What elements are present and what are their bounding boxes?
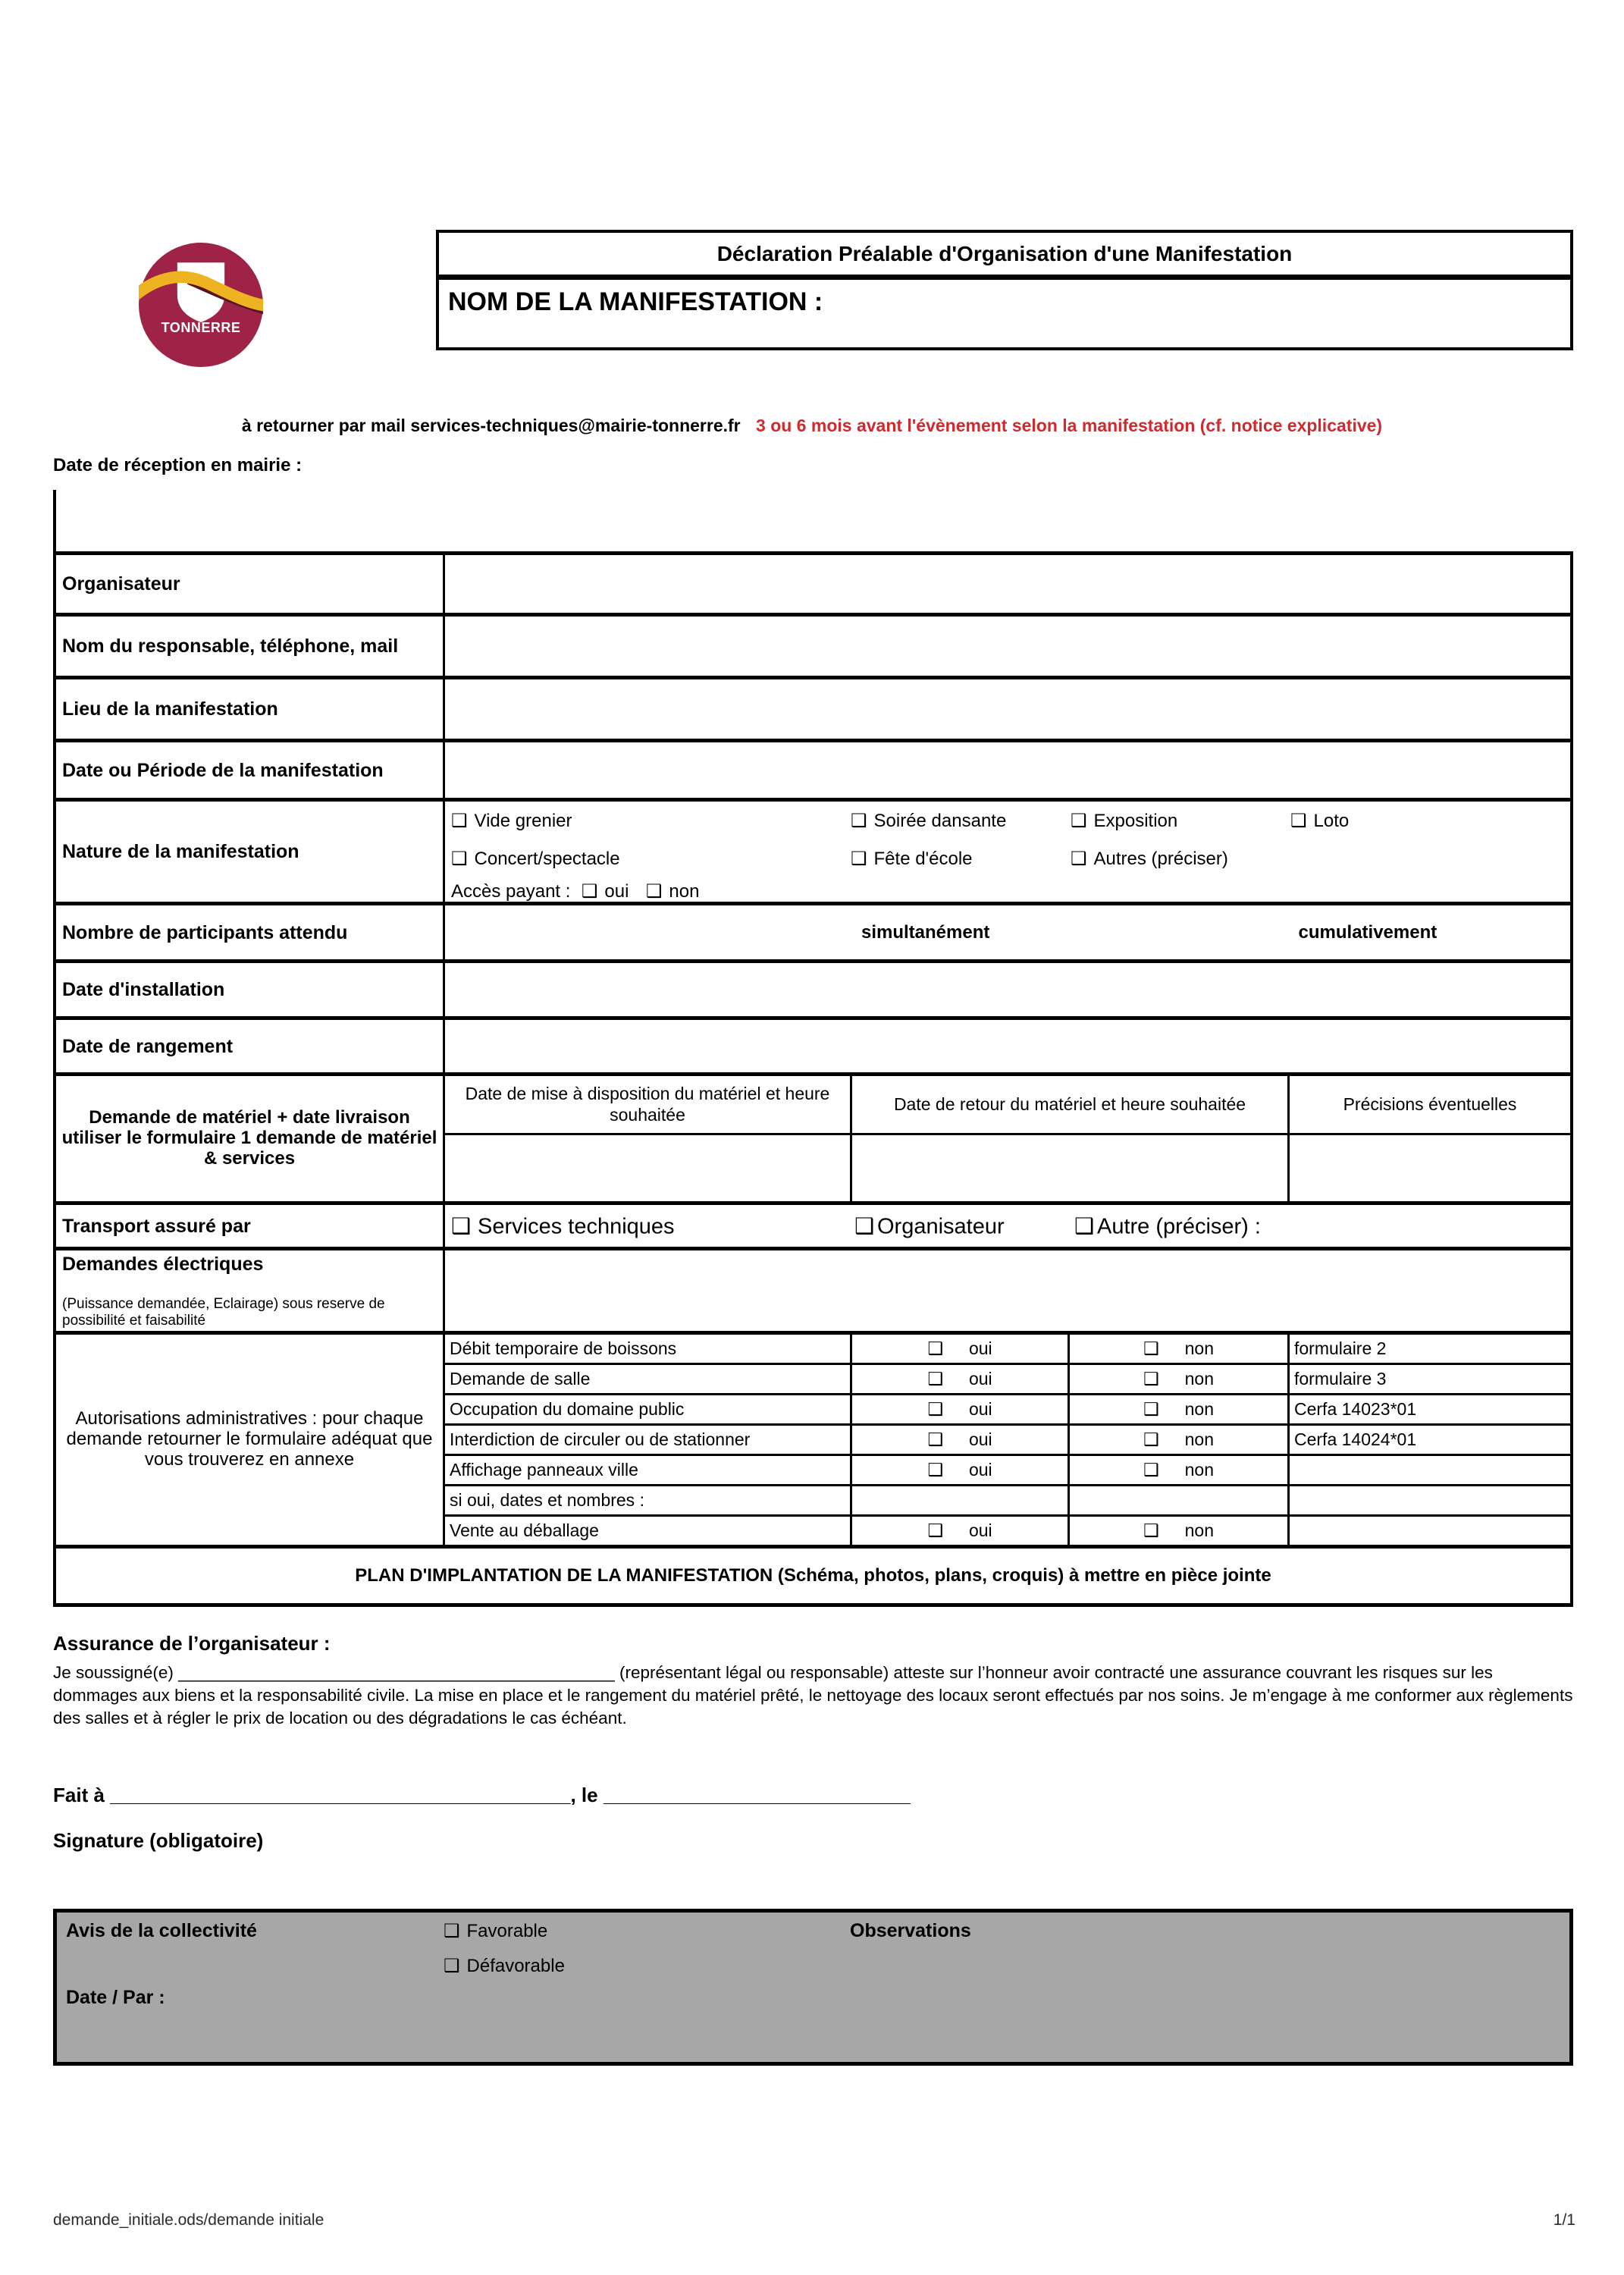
checkbox-icon[interactable]: ❑ [927, 1338, 943, 1358]
date-par-label: Date / Par : [66, 1987, 165, 2008]
checkbox-icon[interactable]: ❑ [1074, 1214, 1094, 1238]
checkbox-icon[interactable]: ❑ [645, 881, 663, 902]
autorisation-item-label: Interdiction de circuler ou de stationner [445, 1426, 852, 1454]
checkbox-icon[interactable]: ❑ [444, 1956, 460, 1976]
form-reference [1290, 1456, 1570, 1484]
return-mail-text: à retourner par mail services-techniques@mairie-tonnerre.fr [241, 416, 741, 435]
form-reference: formulaire 2 [1294, 1338, 1387, 1358]
electrique-title: Demandes électriques [62, 1254, 264, 1275]
tonnerre-city-logo [139, 243, 263, 367]
signature-label: Signature (obligatoire) [53, 1829, 264, 1852]
si-oui-input-cell[interactable] [852, 1486, 1070, 1514]
checkbox-icon[interactable]: ❑ [927, 1429, 943, 1449]
responsable-input-cell[interactable] [445, 617, 1570, 676]
rangement-input-cell[interactable] [445, 1020, 1570, 1072]
checkbox-icon[interactable]: ❑ [927, 1399, 943, 1419]
checkbox-icon[interactable]: ❑ [451, 811, 468, 831]
row-label-responsable: Nom du responsable, téléphone, mail [56, 617, 445, 676]
si-oui-input-cell[interactable] [1070, 1486, 1290, 1514]
form-reference: Cerfa 14023*01 [1294, 1399, 1417, 1419]
plan-implantation-row [56, 1549, 1570, 1603]
checkbox-icon[interactable]: ❑ [1143, 1429, 1159, 1449]
row-label-nature: Nature de la manifestation [56, 802, 445, 902]
cumulativement-label: cumulativement [1298, 921, 1437, 943]
oui-cell: ❑ oui [852, 1395, 1070, 1423]
table-row [56, 963, 1570, 1020]
autorisation-item-label: Occupation du domaine public [445, 1395, 852, 1423]
city-blank[interactable]: __________________________________________ [110, 1784, 571, 1806]
assurance-paragraph: Je soussigné(e) ______________________________________________ (représentant légal ou responsable) atteste sur l’honneur avoir contracté une assurance couvrant les risques sur les dommages aux biens et la responsabilité civile. La mise en place et le rangement du matériel prêté, le nettoyage des locaux seront effectués par nos soins. Je m’engage à me conformer aux règlements des salles et à régler le prix de location ou des dégradations le cas échéant. [53, 1663, 1573, 1727]
table-row [56, 1076, 1570, 1205]
periode-input-cell[interactable] [445, 742, 1570, 798]
avis-collectivite-box [53, 1909, 1573, 2066]
manifestation-name-label: NOM DE LA MANIFESTATION : [448, 287, 823, 316]
autorisation-row-affichage [445, 1456, 1570, 1486]
form-reference: formulaire 3 [1294, 1369, 1387, 1389]
checkbox-icon[interactable]: ❑ [927, 1520, 943, 1540]
oui-cell: ❑ oui [852, 1426, 1070, 1454]
autorisation-item-label: Affichage panneaux ville [445, 1456, 852, 1484]
reception-date-cell[interactable] [53, 490, 76, 551]
form-reference: Cerfa 14024*01 [1294, 1429, 1417, 1449]
row-label-rangement: Date de rangement [56, 1020, 445, 1072]
acces-payant-line [451, 880, 1576, 902]
oui-cell: ❑ oui [852, 1365, 1070, 1393]
non-cell: ❑ non [1070, 1456, 1290, 1484]
transport-options-cell [445, 1205, 1570, 1247]
option-vide-grenier: ❑ Vide grenier [451, 811, 572, 831]
assurance-section [53, 1632, 1575, 1730]
option-organisateur: ❑ Organisateur [854, 1214, 1005, 1238]
materiel-input-row [445, 1135, 1570, 1201]
checkbox-icon[interactable]: ❑ [1071, 811, 1087, 831]
non-cell: ❑ non [1070, 1395, 1290, 1423]
acces-non-option: ❑ non [645, 881, 700, 902]
option-services-techniques: ❑ Services techniques [451, 1214, 675, 1238]
non-cell: ❑ non [1070, 1517, 1290, 1545]
option-exposition: ❑ Exposition [1071, 811, 1178, 831]
autorisation-row-salle [445, 1365, 1570, 1395]
row-label-lieu: Lieu de la manifestation [56, 679, 445, 739]
materiel-col1-input-cell[interactable] [445, 1135, 852, 1201]
autorisation-item-label: Vente au déballage [445, 1517, 852, 1545]
non-cell: ❑ non [1070, 1426, 1290, 1454]
avis-label: Avis de la collectivité [66, 1920, 257, 1941]
row-label-participants: Nombre de participants attendu [56, 905, 445, 959]
option-autre-preciser: ❑ Autre (préciser) : [1074, 1214, 1261, 1238]
oui-cell: ❑ oui [852, 1517, 1070, 1545]
autorisation-row-deballage [445, 1517, 1570, 1545]
simultanement-label: simultanément [861, 921, 990, 943]
row-label-materiel: Demande de matériel + date livraison utiliser le formulaire 1 demande de matériel & services [56, 1076, 445, 1201]
option-soiree-dansante: ❑ Soirée dansante [851, 811, 1007, 831]
electrique-input-cell[interactable] [445, 1250, 1570, 1331]
option-concert-spectacle: ❑ Concert/spectacle [451, 849, 620, 869]
title-box [436, 230, 1573, 350]
footer-page-number: 1/1 [1553, 2211, 1575, 2229]
checkbox-icon[interactable]: ❑ [851, 849, 867, 869]
checkbox-icon[interactable]: ❑ [1143, 1338, 1159, 1358]
table-row [56, 1250, 1570, 1335]
materiel-col3-input-cell[interactable] [1290, 1135, 1570, 1201]
checkbox-icon[interactable]: ❑ [851, 811, 867, 831]
nature-options-cell [445, 802, 1570, 902]
plan-implantation-text: PLAN D'IMPLANTATION DE LA MANIFESTATION (Schéma, photos, plans, croquis) à mettre en pièce jointe [355, 1565, 1271, 1586]
checkbox-icon[interactable]: ❑ [581, 881, 598, 902]
manifestation-name-field[interactable] [436, 280, 1573, 350]
logo-text: TONNERRE [161, 320, 241, 336]
lieu-input-cell[interactable] [445, 679, 1570, 739]
assurance-title: Assurance de l’organisateur : [53, 1632, 331, 1655]
checkbox-icon[interactable]: ❑ [927, 1460, 943, 1480]
date-blank[interactable]: ____________________________ [603, 1784, 911, 1806]
row-label-transport: Transport assuré par [56, 1205, 445, 1247]
row-label-installation: Date d'installation [56, 963, 445, 1016]
checkbox-icon[interactable]: ❑ [1143, 1520, 1159, 1540]
non-cell: ❑ non [1070, 1365, 1290, 1393]
footer-filename: demande_initiale.ods/demande initiale [53, 2211, 324, 2229]
electrique-note: (Puissance demandée, Eclairage) sous reserve de possibilité et faisabilité [62, 1296, 385, 1329]
form-reference [1290, 1517, 1570, 1545]
materiel-col2-header: Date de retour du matériel et heure souhaitée [852, 1076, 1290, 1133]
main-form-table [53, 551, 1573, 1607]
table-row [56, 555, 1570, 617]
si-oui-input-cell[interactable] [1290, 1486, 1570, 1514]
page-footer [53, 2211, 1575, 2230]
checkbox-icon[interactable]: ❑ [1143, 1399, 1159, 1419]
acces-oui-option: ❑ oui [581, 881, 629, 902]
row-label-organisateur: Organisateur [56, 555, 445, 613]
materiel-header-row [445, 1076, 1570, 1135]
materiel-subtable [445, 1076, 1570, 1201]
favorable-option: ❑ Favorable [444, 1921, 548, 1941]
autorisation-item-label: Débit temporaire de boissons [445, 1335, 852, 1363]
acces-payant-label: Accès payant : [451, 881, 571, 902]
autorisation-row-boissons [445, 1335, 1570, 1365]
checkbox-icon[interactable]: ❑ [451, 1214, 471, 1238]
non-cell: ❑ non [1070, 1335, 1290, 1363]
checkbox-icon[interactable]: ❑ [927, 1369, 943, 1389]
checkbox-icon[interactable]: ❑ [1071, 849, 1087, 869]
option-loto: ❑ Loto [1290, 811, 1350, 831]
table-row [56, 742, 1570, 802]
table-row [56, 617, 1570, 679]
checkbox-icon[interactable]: ❑ [854, 1214, 874, 1238]
assurance-name-blank[interactable]: ______________________________________________ [178, 1663, 615, 1682]
materiel-col1-header: Date de mise à disposition du matériel et heure souhaitée [445, 1076, 852, 1133]
checkbox-icon[interactable]: ❑ [444, 1921, 460, 1941]
reception-date-label: Date de réception en mairie : [53, 455, 303, 475]
autorisation-item-label: si oui, dates et nombres : [445, 1486, 852, 1514]
checkbox-icon[interactable]: ❑ [1290, 811, 1307, 831]
autorisation-row-circulation [445, 1426, 1570, 1456]
row-label-autorisations: Autorisations administratives : pour chaque demande retourner le formulaire adéquat que vous trouverez en annexe [56, 1335, 445, 1545]
option-fete-ecole: ❑ Fête d'école [851, 849, 973, 869]
fait-a-line: Fait à __________________________________________, le ____________________________ [53, 1784, 911, 1806]
option-autres: ❑ Autres (préciser) [1071, 849, 1228, 869]
oui-cell: ❑ oui [852, 1335, 1070, 1363]
checkbox-icon[interactable]: ❑ [451, 849, 468, 869]
checkbox-icon[interactable]: ❑ [1143, 1369, 1159, 1389]
organisateur-input-cell[interactable] [445, 555, 1570, 613]
autorisation-item-label: Demande de salle [445, 1365, 852, 1393]
materiel-col2-input-cell[interactable] [852, 1135, 1290, 1201]
table-row [56, 905, 1570, 963]
defavorable-option: ❑ Défavorable [444, 1956, 565, 1976]
table-row [56, 802, 1570, 905]
installation-input-cell[interactable] [445, 963, 1570, 1016]
form-title: Déclaration Préalable d'Organisation d'une Manifestation [436, 230, 1573, 280]
materiel-col3-header: Précisions éventuelles [1343, 1094, 1517, 1114]
autorisation-row-si-oui [445, 1486, 1570, 1517]
row-label-periode: Date ou Période de la manifestation [56, 742, 445, 798]
deadline-warning-text: 3 ou 6 mois avant l'évènement selon la manifestation (cf. notice explicative) [756, 416, 1383, 435]
autorisations-subtable [445, 1335, 1570, 1545]
table-row [56, 1020, 1570, 1076]
participants-input-cell[interactable] [445, 905, 1570, 959]
row-label-electrique [56, 1250, 445, 1331]
observations-label: Observations [850, 1920, 971, 1941]
oui-cell: ❑ oui [852, 1456, 1070, 1484]
table-row [56, 1335, 1570, 1549]
checkbox-icon[interactable]: ❑ [1143, 1460, 1159, 1480]
table-row [56, 679, 1570, 742]
autorisation-row-domaine-public [445, 1395, 1570, 1426]
table-row [56, 1205, 1570, 1250]
return-instructions [0, 416, 1624, 436]
